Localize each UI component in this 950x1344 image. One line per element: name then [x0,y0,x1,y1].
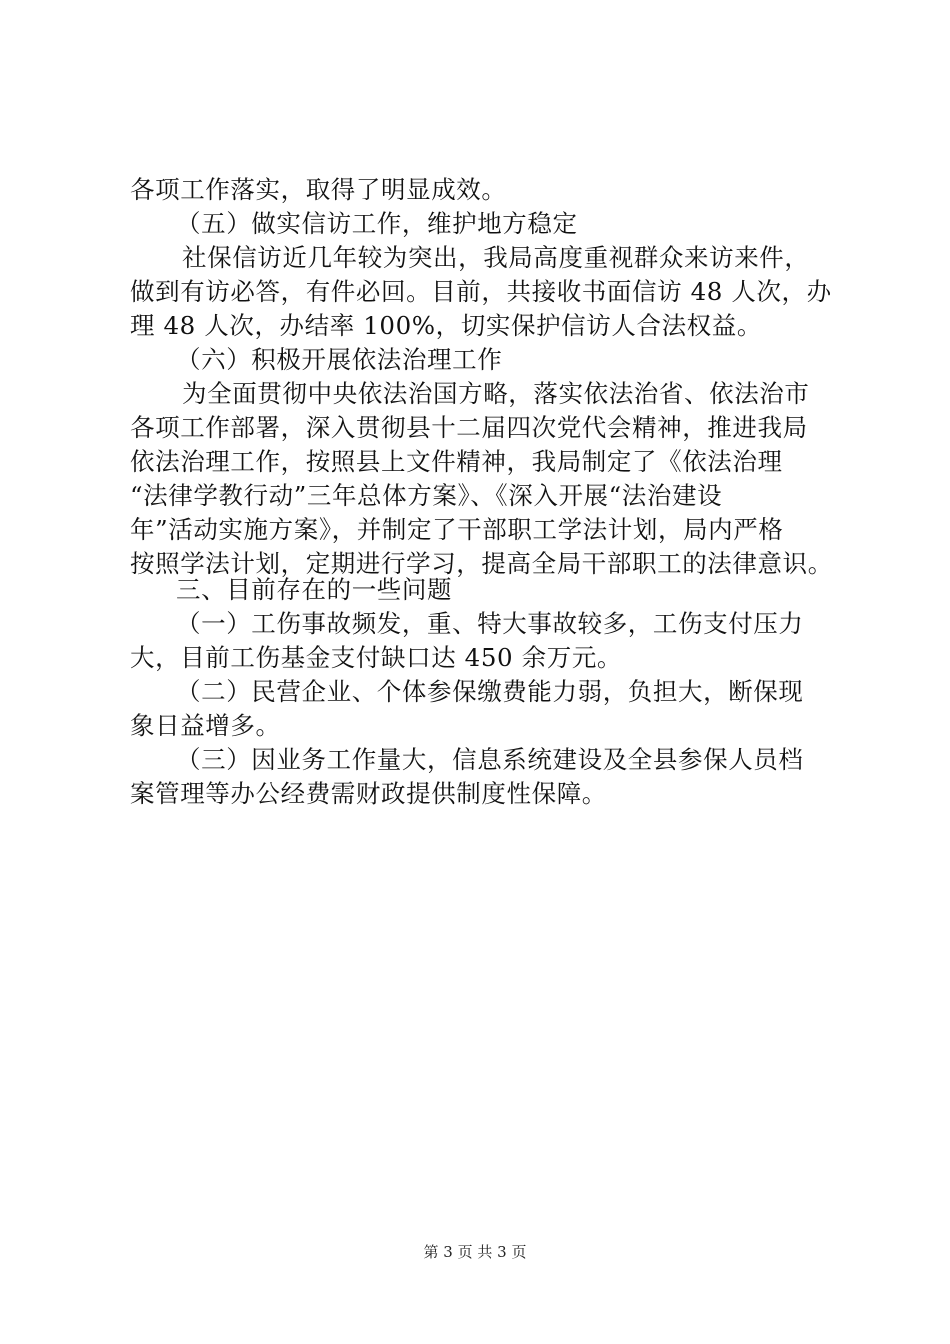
text-line: 理 48 人次，办结率 100%，切实保护信访人合法权益。 [130,311,762,340]
text-line: 为全面贯彻中央依法治国方略，落实依法治省、依法治市 [182,379,810,408]
section-heading: （六）积极开展依法治理工作 [176,345,503,374]
text-line: 社保信访近几年较为突出，我局高度重视群众来访来件， [182,243,810,272]
section-heading: 三、目前存在的一些问题 [176,575,453,604]
text-line: 象日益增多。 [130,711,281,740]
text-line: （一）工伤事故频发，重、特大事故较多，工伤支付压力 [176,609,804,638]
text-line: 做到有访必答，有件必回。目前，共接收书面信访 48 人次，办 [130,277,832,306]
text-line: 年”活动实施方案》，并制定了干部职工学法计划，局内严格 [130,515,784,544]
text-line: “法律学教行动”三年总体方案》、《深入开展“法治建设 [130,481,723,510]
section-heading: （五）做实信访工作，维护地方稳定 [176,209,578,238]
text-line: 按照学法计划，定期进行学习，提高全局干部职工的法律意识。 [130,549,833,578]
text-line: （二）民营企业、个体参保缴费能力弱，负担大，断保现 [176,677,804,706]
page-number-footer: 第 3 页 共 3 页 [423,1243,527,1261]
text-line: （三）因业务工作量大，信息系统建设及全县参保人员档 [176,745,804,774]
text-line: 各项工作部署，深入贯彻县十二届四次党代会精神，推进我局 [130,413,808,442]
text-line: 大，目前工伤基金支付缺口达 450 余万元。 [130,643,623,672]
text-line: 依法治理工作，按照县上文件精神，我局制定了《依法治理 [130,447,783,476]
text-line: 案管理等办公经费需财政提供制度性保障。 [130,779,607,808]
text-line: 各项工作落实，取得了明显成效。 [130,175,507,204]
